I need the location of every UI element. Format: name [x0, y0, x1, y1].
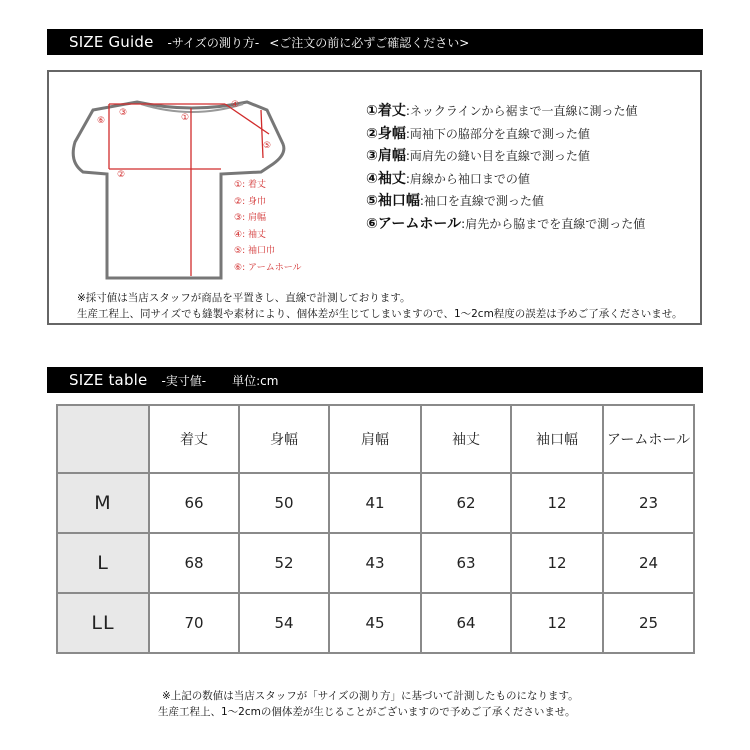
size-guide-header [47, 29, 703, 55]
marker-6: ⑥ [97, 116, 106, 126]
guide-note-2: 生産工程上、同サイズでも縫製や素材により、個体差が生じてしまいますので、1～2cm程度の誤差は予めご了承くださいませ。 [77, 308, 683, 320]
legend-item: ④: 袖丈 [234, 229, 266, 240]
definition-desc: 両袖下の脇部分を直線で測った値 [409, 126, 590, 141]
size-guide-notice: <ご注文の前に必ずご確認ください> [269, 35, 470, 50]
column-header: アームホール [603, 405, 694, 473]
measurement-definitions [366, 100, 645, 235]
table-cell: 23 [603, 473, 694, 533]
size-guide-title: SIZE Guide [69, 33, 154, 51]
marker-3: ③ [119, 108, 128, 118]
definition-term: ②身幅 [366, 125, 406, 142]
marker-1: ① [181, 113, 190, 123]
size-table-subtitle: -実寸値- [161, 373, 207, 388]
legend-item: ⑥: アームホール [234, 262, 302, 273]
table-cell: 70 [149, 593, 239, 653]
definition-row: ⑤袖口幅 : 袖口を直線で測った値 [366, 190, 645, 213]
column-header: 着丈 [149, 405, 239, 473]
diagram-legend [234, 177, 302, 277]
table-cell: 12 [511, 473, 603, 533]
table-cell: 12 [511, 593, 603, 653]
table-cell: 64 [421, 593, 511, 653]
table-cell: 24 [603, 533, 694, 593]
size-label: L [57, 533, 149, 593]
size-label: LL [57, 593, 149, 653]
definition-row: ③肩幅 : 両肩先の縫い目を直線で測った値 [366, 145, 645, 168]
table-row [57, 533, 694, 593]
size-guide-panel [47, 70, 702, 325]
legend-item: ①: 着丈 [234, 180, 266, 190]
table-cell: 50 [239, 473, 329, 533]
size-table-title: SIZE table [69, 371, 148, 389]
legend-item: ②: 身巾 [234, 196, 266, 207]
table-cell: 52 [239, 533, 329, 593]
definition-term: ④袖丈 [366, 170, 406, 187]
table-cell: 25 [603, 593, 694, 653]
size-table-unit: 単位:cm [232, 373, 279, 388]
footer-note-2: 生産工程上、1～2cmの個体差が生じることがございますので予めご了承くださいませ。 [158, 706, 576, 718]
column-header: 肩幅 [329, 405, 421, 473]
marker-2: ② [117, 170, 126, 180]
definition-desc: ネックラインから裾まで一直線に測った値 [409, 104, 638, 118]
table-row [57, 473, 694, 533]
marker-5: ⑤ [263, 141, 272, 151]
table-cell: 63 [421, 533, 511, 593]
table-cell: 54 [239, 593, 329, 653]
column-header: 身幅 [239, 405, 329, 473]
size-table-header [47, 367, 703, 393]
definition-desc: 袖口を直線で測った値 [423, 194, 544, 208]
legend-item: ⑤: 袖口巾 [234, 246, 275, 257]
definition-desc: 両肩先の縫い目を直線で測った値 [409, 149, 590, 163]
table-cell: 66 [149, 473, 239, 533]
definition-desc: 肩先から脇までを直線で測った値 [465, 216, 646, 231]
definition-term: ⑤袖口幅 [366, 193, 420, 209]
size-label: M [57, 473, 149, 533]
definition-row: ②身幅 : 両袖下の脇部分を直線で測った値 [366, 123, 645, 146]
definition-row: ④袖丈 : 肩線から袖口までの値 [366, 168, 645, 191]
column-header: 袖丈 [421, 405, 511, 473]
table-row [57, 593, 694, 653]
table-corner-cell [57, 405, 149, 473]
tshirt-diagram [49, 72, 349, 292]
table-cell: 62 [421, 473, 511, 533]
size-guide-subtitle: -サイズの測り方- [167, 35, 260, 50]
table-cell: 41 [329, 473, 421, 533]
definition-row: ⑥アームホール : 肩先から脇までを直線で測った値 [366, 213, 645, 236]
table-cell: 68 [149, 533, 239, 593]
definition-row: ①着丈 : ネックラインから裾まで一直線に測った値 [366, 100, 645, 123]
size-table [56, 404, 695, 654]
table-cell: 12 [511, 533, 603, 593]
column-header: 袖口幅 [511, 405, 603, 473]
definition-term: ①着丈 [366, 103, 406, 119]
marker-4: ④ [231, 100, 240, 110]
legend-item: ③: 肩幅 [234, 213, 266, 224]
definition-term: ⑥アームホール [366, 215, 462, 232]
definition-desc: 肩線から袖口までの値 [409, 171, 530, 186]
table-header-row [57, 405, 694, 473]
table-cell: 43 [329, 533, 421, 593]
table-cell: 45 [329, 593, 421, 653]
footer-note-1: ※上記の数値は当店スタッフが「サイズの測り方」に基づいて計測したものになります。 [162, 690, 579, 702]
definition-term: ③肩幅 [366, 148, 406, 164]
guide-note-1: ※採寸値は当店スタッフが商品を平置きし、直線で計測しております。 [77, 292, 411, 304]
